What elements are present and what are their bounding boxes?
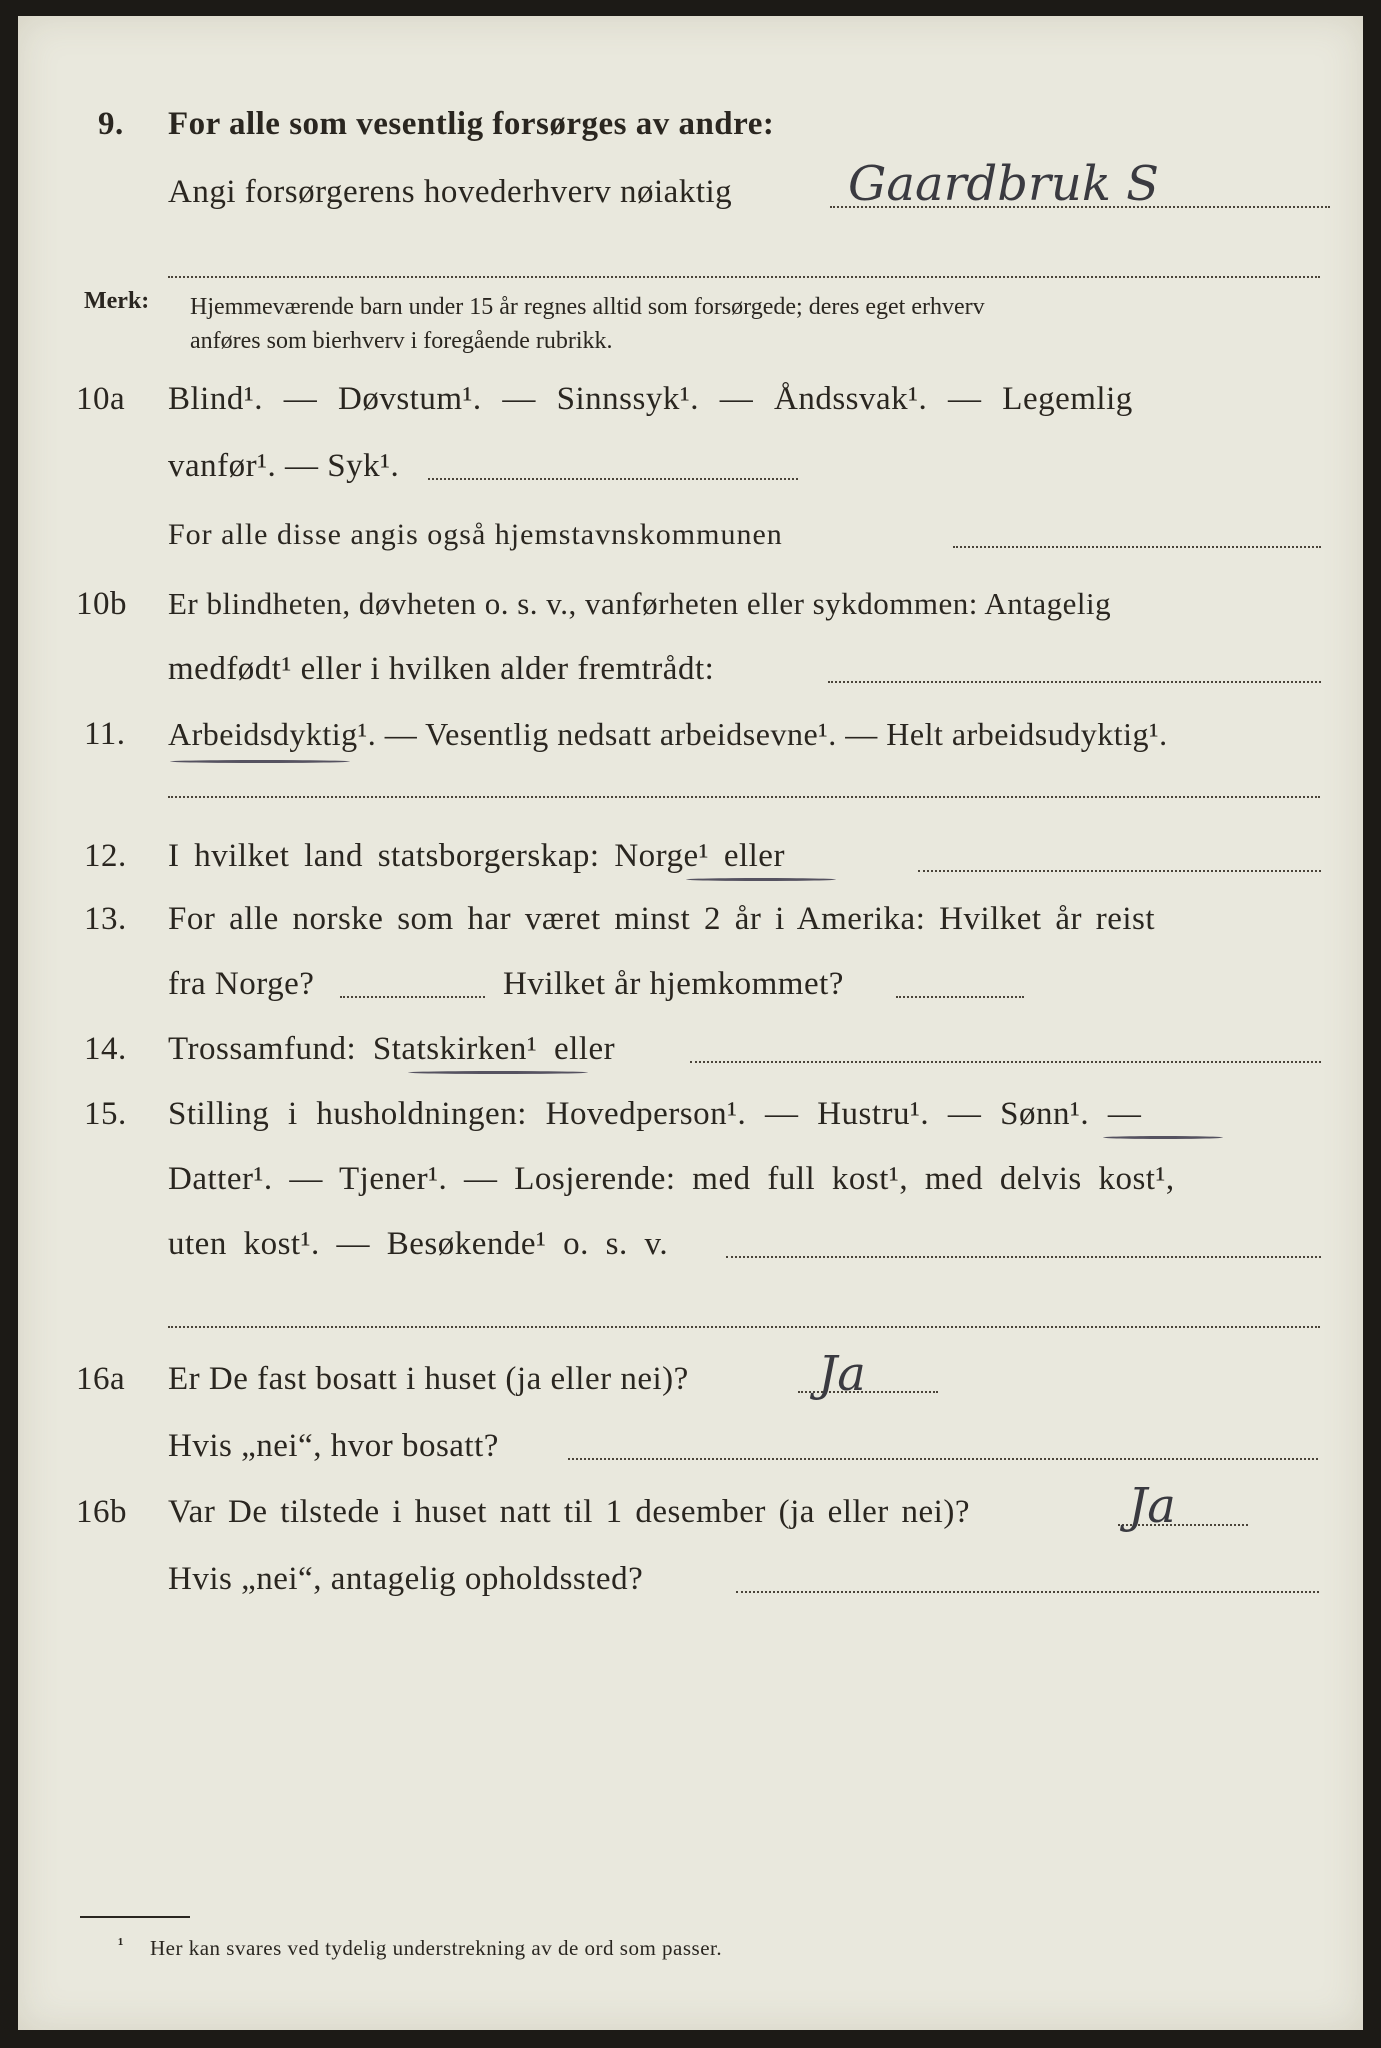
q10b-answer-line[interactable] [828,681,1321,683]
q9-handwritten-answer: Gaardbruk S [848,156,1160,212]
merk-line-2: anføres som bierhverv i foregående rubrikk. [190,328,613,354]
q16a-handwritten-answer: Ja [818,1346,866,1402]
q10a-syk-line[interactable] [428,478,798,480]
q12-answer-line[interactable] [918,870,1321,872]
q13-hjemkommet-line[interactable] [896,996,1024,998]
q13-line-2b: Hvilket år hjemkommet? [503,966,844,1002]
q9-extra-line [168,276,1320,278]
q11-line-1: Arbeidsdyktig¹. — Vesentlig nedsatt arbeidsevne¹. — Helt arbeidsudyktig¹. [168,716,1168,752]
q15-extra-line [168,1326,1320,1328]
q10a-number: 10a [76,381,126,417]
q11-number: 11. [84,716,126,752]
merk-label: Merk: [84,288,150,314]
footnote-text: Her kan svares ved tydelig understrekning av de ord som passer. [150,1936,723,1960]
q16a-number: 16a [76,1361,126,1397]
q14-number: 14. [84,1031,127,1067]
q12-hand-underline [686,878,836,881]
q10b-number: 10b [76,586,127,622]
q16a-bosatt-line[interactable] [568,1458,1318,1460]
footnote-rule [80,1916,190,1918]
q15-line-2: Datter¹. — Tjener¹. — Losjerende: med full kost¹, med delvis kost¹, [168,1161,1175,1197]
footnote-mark: ¹ [118,1934,124,1954]
q15-line-1: Stilling i husholdningen: Hovedperson¹. — Hustru¹. — Sønn¹. — [168,1096,1142,1132]
q11-hand-underline [170,760,350,763]
q10a-line-2: vanfør¹. — Syk¹. [168,448,400,484]
q14-hand-underline [408,1071,588,1074]
q10b-line-2: medfødt¹ eller i hvilken alder fremtrådt: [168,651,715,687]
q16b-number: 16b [76,1494,127,1530]
q13-line-2a: fra Norge? [168,966,315,1002]
q16b-line-1: Var De tilstede i huset natt til 1 desember (ja eller nei)? [168,1494,970,1530]
q10a-line-1: Blind¹. — Døvstum¹. — Sinnssyk¹. — Åndssvak¹. — Legemlig [168,381,1133,417]
q15-line-3: uten kost¹. — Besøkende¹ o. s. v. [168,1226,669,1262]
q10a-hjemstavn-line[interactable] [953,546,1321,548]
q9-title: For alle som vesentlig forsørges av andre: [168,106,775,142]
q12-number: 12. [84,838,127,874]
q14-line-1: Trossamfund: Statskirken¹ eller [168,1031,616,1067]
q15-answer-line[interactable] [726,1256,1321,1258]
q10a-line-3: For alle disse angis også hjemstavnskommunen [168,518,783,551]
q16a-line-1: Er De fast bosatt i huset (ja eller nei)? [168,1361,689,1397]
q11-extra-line [168,796,1320,798]
q16a-line-2: Hvis „nei“, hvor bosatt? [168,1428,499,1464]
q13-number: 13. [84,901,127,937]
q16b-line-2: Hvis „nei“, antagelig opholdssted? [168,1561,644,1597]
q9-number: 9. [98,106,124,142]
q13-reist-line[interactable] [340,996,485,998]
q16b-opholdssted-line[interactable] [736,1591,1319,1593]
q15-hand-underline [1103,1136,1223,1139]
q15-number: 15. [84,1096,127,1132]
q14-answer-line[interactable] [690,1061,1321,1063]
q10b-line-1: Er blindheten, døvheten o. s. v., vanførheten eller sykdommen: Antagelig [168,586,1112,621]
q9-prompt: Angi forsørgerens hovederhverv nøiaktig [168,174,733,210]
merk-line-1: Hjemmeværende barn under 15 år regnes alltid som forsørgede; deres eget erhverv [190,294,985,320]
q12-line-1: I hvilket land statsborgerskap: Norge¹ eller [168,838,785,874]
q13-line-1: For alle norske som har været minst 2 år i Amerika: Hvilket år reist [168,901,1156,937]
q16b-handwritten-answer: Ja [1128,1478,1176,1534]
census-form-page [18,16,1363,2030]
